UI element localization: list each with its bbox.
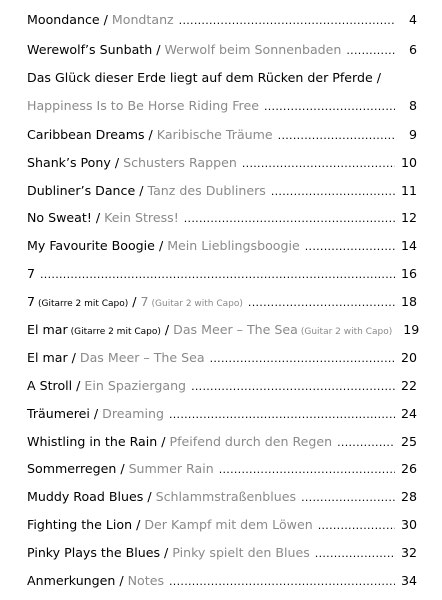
dot-leader	[191, 377, 395, 397]
toc-entry-whistling-in-the-rain[interactable]	[27, 432, 417, 452]
entry-title: A Stroll	[27, 378, 73, 393]
toc-entry-caribbean-dreams[interactable]	[27, 125, 417, 145]
toc-entry-muddy-road-blues[interactable]	[27, 487, 417, 507]
dot-leader	[278, 126, 395, 146]
entry-page-number: 18	[400, 294, 417, 309]
entry-page-number: 25	[400, 434, 417, 449]
entry-separator: /	[110, 155, 124, 170]
dot-leader	[271, 182, 395, 202]
entry-title: El mar	[27, 322, 68, 337]
entry-title: My Favourite Boogie	[27, 238, 155, 253]
entry-separator: /	[72, 378, 85, 393]
entry-title: Dubliner’s Dance	[27, 183, 136, 198]
entry-separator: /	[144, 127, 157, 142]
entry-title: Das Glück dieser Erde liegt auf dem Rücken der Pferde	[27, 70, 373, 85]
toc-entry-dubliners-dance[interactable]	[27, 181, 417, 201]
entry-title: Muddy Road Blues	[27, 489, 144, 504]
entry-separator: /	[132, 517, 145, 532]
entry-separator: /	[157, 434, 170, 449]
entry-title: Whistling in the Rain	[27, 434, 158, 449]
dot-leader	[169, 405, 395, 425]
entry-translation: Notes	[127, 573, 165, 588]
entry-title: Pinky Plays the Blues	[27, 545, 161, 560]
entry-translation: Pfeifend durch den Regen	[169, 434, 333, 449]
toc-entry-anmerkungen[interactable]	[27, 571, 417, 591]
entry-separator: /	[160, 545, 173, 560]
dot-leader	[264, 97, 395, 117]
entry-title: Werewolf’s Sunbath	[27, 42, 153, 57]
entry-translation: Kein Stress!	[104, 210, 179, 225]
entry-translation: Schusters Rappen	[123, 155, 237, 170]
entry-page-number: 34	[400, 573, 417, 588]
entry-title: No Sweat!	[27, 210, 92, 225]
entry-page-number: 20	[400, 350, 417, 365]
dot-leader	[305, 237, 395, 257]
dot-leader	[40, 265, 395, 285]
entry-translation: Das Meer – The Sea	[79, 350, 205, 365]
entry-separator: /	[67, 350, 80, 365]
toc-entry-pinky-plays-the-blues[interactable]	[27, 543, 417, 563]
entry-title: El mar	[27, 350, 68, 365]
entry-page-number: 4	[408, 12, 417, 27]
entry-page-number: 24	[400, 406, 417, 421]
entry-translation: Pinky spielt den Blues	[172, 545, 310, 560]
entry-separator: /	[152, 42, 165, 57]
entry-separator: /	[115, 573, 128, 588]
toc-entry-traeumerei[interactable]	[27, 404, 417, 424]
entry-translation: Das Meer – The Sea	[173, 322, 298, 337]
entry-title: Shank’s Pony	[27, 155, 111, 170]
dot-leader	[346, 41, 395, 61]
dot-leader	[210, 349, 395, 369]
entry-separator: /	[135, 183, 148, 198]
entry-title: Träumerei	[27, 406, 90, 421]
toc-entry-moondance[interactable]	[27, 10, 417, 30]
toc-entry-sommerregen[interactable]	[27, 459, 417, 479]
entry-title-note: (Gitarre 2 mit Capo)	[38, 299, 129, 309]
entry-page-number: 19	[403, 322, 420, 337]
toc-entry-el-mar-capo[interactable]	[27, 320, 420, 340]
entry-title: 7	[27, 266, 36, 281]
toc-entry-fighting-the-lion[interactable]	[27, 515, 417, 535]
entry-translation: 7	[140, 294, 149, 309]
toc-entry-das-glueck-line2[interactable]	[27, 96, 417, 116]
toc-entry-no-sweat[interactable]	[27, 208, 417, 228]
entry-page-number: 22	[400, 378, 417, 393]
entry-translation: Ein Spaziergang	[84, 378, 187, 393]
entry-separator: /	[128, 294, 141, 309]
entry-translation: Happiness Is to Be Horse Riding Free	[27, 98, 259, 113]
entry-page-number: 9	[408, 127, 417, 142]
entry-title-note: (Gitarre 2 mit Capo)	[70, 327, 161, 337]
entry-title: Anmerkungen	[27, 573, 116, 588]
dot-leader	[315, 544, 395, 564]
toc-entry-seven[interactable]	[27, 264, 417, 284]
dot-leader	[301, 488, 395, 508]
entry-page-number: 26	[400, 461, 417, 476]
entry-page-number: 11	[400, 183, 417, 198]
entry-page-number: 32	[400, 545, 417, 560]
entry-separator: /	[143, 489, 156, 504]
entry-separator: /	[372, 70, 381, 85]
entry-separator: /	[154, 238, 168, 253]
dot-leader	[337, 433, 395, 453]
toc-entry-el-mar[interactable]	[27, 348, 417, 368]
entry-translation: Mein Lieblingsboogie	[167, 238, 300, 253]
toc-entry-my-favourite-boogie[interactable]	[27, 236, 417, 256]
entry-separator: /	[160, 322, 174, 337]
entry-translation: Dreaming	[102, 406, 164, 421]
dot-leader	[179, 11, 395, 31]
entry-translation: Der Kampf mit dem Löwen	[144, 517, 313, 532]
entry-title: Fighting the Lion	[27, 517, 133, 532]
entry-translation-note: (Guitar 2 with Capo)	[151, 299, 243, 309]
entry-page-number: 10	[400, 155, 417, 170]
dot-leader	[248, 293, 395, 313]
dot-leader	[169, 572, 395, 592]
toc-entry-seven-capo[interactable]	[27, 292, 417, 312]
toc-entry-shanks-pony[interactable]	[27, 153, 417, 173]
entry-page-number: 6	[408, 42, 417, 57]
entry-translation: Tanz des Dubliners	[147, 183, 266, 198]
entry-page-number: 30	[400, 517, 417, 532]
dot-leader	[318, 516, 395, 536]
entry-translation: Karibische Träume	[156, 127, 273, 142]
entry-separator: /	[91, 210, 105, 225]
entry-translation: Schlammstraßenblues	[155, 489, 297, 504]
entry-page-number: 16	[400, 266, 417, 281]
toc-entry-das-glueck-line1[interactable]	[27, 68, 417, 88]
dot-leader	[219, 460, 395, 480]
entry-translation-note: (Guitar 2 with Capo)	[300, 327, 393, 337]
entry-page-number: 12	[400, 210, 417, 225]
entry-page-number: 28	[400, 489, 417, 504]
toc-entry-a-stroll[interactable]	[27, 376, 417, 396]
entry-title: Sommerregen	[27, 461, 117, 476]
dot-leader	[242, 154, 395, 174]
entry-title: Caribbean Dreams	[27, 127, 145, 142]
entry-translation: Summer Rain	[128, 461, 214, 476]
toc-entry-werewolfs-sunbath[interactable]	[27, 40, 417, 60]
entry-page-number: 14	[400, 238, 417, 253]
entry-translation: Mondtanz	[111, 12, 174, 27]
entry-title: 7	[27, 294, 36, 309]
entry-translation: Werwolf beim Sonnenbaden	[164, 42, 342, 57]
entry-title: Moondance	[27, 12, 100, 27]
entry-separator: /	[89, 406, 103, 421]
dot-leader	[184, 209, 395, 229]
entry-separator: /	[99, 12, 112, 27]
entry-separator: /	[116, 461, 129, 476]
entry-page-number: 8	[408, 98, 417, 113]
